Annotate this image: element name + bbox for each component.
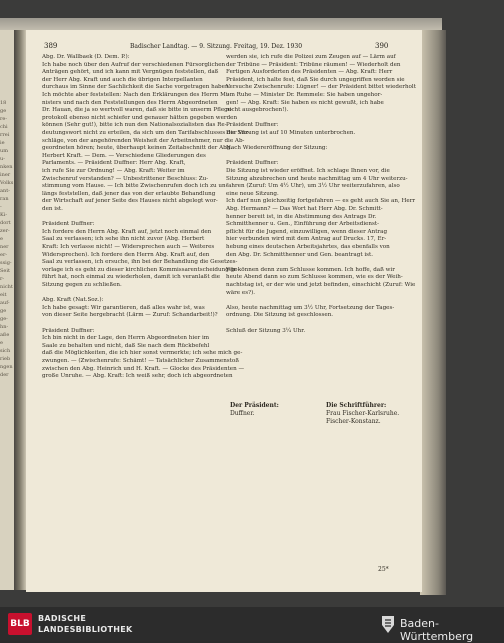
left-page-fragment: eit bbox=[0, 292, 7, 298]
text-line: Herbert Kraft. — Dem. — Verschiedene Gliederungen des bbox=[42, 152, 206, 159]
text-line: vorlage ich es geht zu dieser kirchlichen Kommissarentscheidung ge- bbox=[42, 266, 240, 273]
left-page-fragment: u- bbox=[0, 156, 5, 162]
text-line: daß die Möglichkeiten, die ich hier sonst vermerkte; ich sehe mich ge- bbox=[42, 350, 243, 357]
text-line: Ich bin nicht in der Lage, den Herrn Abgeordneten hier im bbox=[42, 335, 210, 342]
text-line: eine neue Sitzung. bbox=[226, 190, 279, 197]
page-number-right: 390 bbox=[375, 42, 389, 50]
text-line: Ich habe gesagt: Wir garantieren, daß alles wahr ist, was bbox=[42, 304, 205, 311]
text-line: der Wirtschaft auf jener Seite des Hauses nicht abgelegt wor- bbox=[42, 198, 218, 205]
text-line: Schmitthenner u. Gen., Einführung der Arbeitsdienst- bbox=[226, 221, 380, 228]
left-page-fragment: nicht bbox=[0, 284, 13, 290]
left-page-edge bbox=[0, 30, 14, 590]
text-line: durchaus im Sinne der Sachlichkeit die Sache vorgetragen haben. bbox=[42, 84, 231, 91]
text-line: stimmung vom Hause. — Ich bitte Zwischenrufen doch ich zu un- bbox=[42, 183, 228, 190]
text-line: von dieser Seite hergebracht (Lärm — Zuruf: Schandarbeit!)? bbox=[42, 312, 218, 319]
blb-logo[interactable]: BLB bbox=[8, 613, 32, 635]
text-line: wäre es?). bbox=[226, 289, 256, 296]
left-page-fragment: sich bbox=[0, 348, 11, 354]
signature-secretaries-title: Die Schriftführer: bbox=[326, 402, 387, 409]
text-line: henner bereit ist, in die Abstimmung des Antrags Dr. bbox=[226, 213, 377, 220]
text-line: Die Sitzung ist auf 10 Minuten unterbrochen. bbox=[226, 130, 356, 136]
left-page-fragment: ran bbox=[0, 196, 9, 202]
text-line: Sitzung abzubrechen und heute nachmittag um 4 Uhr weiterzu- bbox=[226, 175, 408, 182]
text-line: Dr. Hauan, die ja so wertvoll waren, daß sie bitte in unserm Pflege- bbox=[42, 107, 233, 114]
left-page-fragment: ssig- bbox=[0, 260, 12, 266]
running-title: Badischer Landtag. — 9. Sitzung. Freitag, 19. Dez. 1930 bbox=[130, 43, 303, 50]
text-line: Saale zu behalten und nicht, daß Sie nach dem Rückbefehl bbox=[42, 342, 210, 349]
text-line: Ich möchte aber feststellen: Nach den Erklärungen des Herrn Mi- bbox=[42, 92, 230, 98]
text-line: Sitzung gegen zu schließen. bbox=[42, 282, 122, 288]
signature-secretary-1: Frau Fischer-Karlsruhe. bbox=[326, 410, 400, 417]
left-page-fragment: re- bbox=[0, 116, 8, 122]
text-line: Parlaments. — Präsident Duffner: Herr Abg. Kraft, bbox=[42, 160, 186, 167]
text-line: Abg. Dr. Wallbaek (D. Dem. P.): bbox=[42, 54, 130, 60]
signature-president-name: Duffner. bbox=[230, 410, 255, 417]
text-line: Ich darf nun gleichzeitig fortgefahren — es geht auch Sie an, Herr bbox=[226, 198, 416, 205]
text-line: Die Sitzung ist wieder eröffnet. Ich schlage Ihnen vor, die bbox=[226, 168, 390, 174]
text-line: große Unruhe. — Abg. Kraft: Ich weiß sehr, doch ich abgeordneten bbox=[42, 373, 233, 380]
text-line: Versuche Zwischenrufe: Lügner! — der Präsident bittet wiederholt bbox=[226, 84, 416, 91]
text-line: Abg. Hermann? — Das Wort hat Herr Abg. Dr. Schmitt- bbox=[226, 206, 383, 212]
left-page-fragment: - bbox=[0, 204, 2, 210]
left-page-fragment: der bbox=[0, 372, 9, 378]
left-page-fragment: hn- bbox=[0, 324, 9, 330]
text-line: nisters und nach den Feststellungen des Herrn Abgeordneten bbox=[42, 99, 218, 106]
left-page-fragment: nken bbox=[0, 164, 13, 170]
text-line: Abg. Kraft (Nat.Soz.): bbox=[42, 297, 104, 304]
text-line: Also, heute nachmittag um 3½ Uhr, Fortsetzung der Tages- bbox=[226, 304, 395, 311]
text-line: der Herr Abg. Kraft und auch die übrigen Interpellanten bbox=[42, 76, 203, 83]
text-line: Präsident Duffner: bbox=[42, 327, 95, 334]
left-page-fragment: e bbox=[0, 236, 3, 242]
state-name[interactable]: Baden-Württemberg bbox=[400, 617, 474, 643]
left-page-fragment: r- bbox=[0, 276, 5, 282]
text-line: den Abg. Dr. Schmitthenner und Gen. beantragt ist. bbox=[226, 251, 374, 258]
text-line: Fertigen Ausforderten des Präsidenten — Abg. Kraft: Herr bbox=[226, 69, 393, 76]
signature-president-title: Der Präsident: bbox=[230, 402, 279, 409]
book-right-edge bbox=[420, 30, 446, 595]
library-name-line2: LANDESBIBLIOTHEK bbox=[38, 625, 133, 634]
page-footer-number: 25* bbox=[378, 566, 389, 573]
left-page-fragment: Volks bbox=[0, 180, 14, 186]
text-line: können (Sehr gut!), bitte ich nun den Nationalsozialisten das Re- bbox=[42, 122, 227, 129]
text-line: zwungen. — (Zwischenrufe: Schämt! — Tatsächlicher Zusammenstoß bbox=[42, 358, 240, 364]
left-page-fragment: 18 bbox=[0, 100, 7, 106]
text-line: deutungswort nicht zu erteilen, da sich um den Tarifabschlusses der Vor- bbox=[42, 130, 250, 136]
left-page-fragment: auf- bbox=[0, 300, 10, 306]
text-line: führt hat, noch einmal zu wiederholen, damit ich veranlaßt die bbox=[42, 274, 221, 281]
left-page-fragment: ant- bbox=[0, 188, 10, 194]
text-line: hebung eines deutschen Arbeitsjahrtes, das ebenfalls von bbox=[226, 244, 390, 250]
baden-wuerttemberg-lion-icon bbox=[380, 614, 396, 634]
text-line: Widersprechen). Ich fordere den Herrn Abg. Kraft auf, den bbox=[42, 251, 210, 258]
text-line: Präsident Duffner: bbox=[226, 160, 279, 167]
text-line: um Ruhe — Minister Dr. Remmele: Sie haben ungehor- bbox=[226, 92, 383, 98]
left-page-fragment: ge bbox=[0, 108, 7, 114]
left-page-fragment: ge- bbox=[0, 316, 8, 322]
signature-secretary-2: Fischer-Konstanz. bbox=[326, 418, 381, 425]
left-page-fragment: er- bbox=[0, 252, 8, 258]
text-line: Ich habe noch über den Aufruf der verschiedenen Fürsorglichen bbox=[42, 61, 226, 68]
text-line: gen! — Abg. Kraft: Sie haben es nicht gewußt, ich habe bbox=[226, 99, 384, 106]
text-line: hier verbunden wird mit dem Antrag auf Drucks. 17, Er- bbox=[226, 236, 387, 243]
left-page-fragment: aße bbox=[0, 332, 10, 338]
text-line: Saal zu verlassen, ich ersuche, ihn bei der Behandlung die Gesetzes- bbox=[42, 259, 238, 266]
library-name-line1: BADISCHE bbox=[38, 614, 87, 623]
text-line: protokoll ebenso nicht schiefer und genauer hätten gegeben werden bbox=[42, 114, 238, 121]
text-line: fahren (Zuruf: Um 4½ Uhr), um 3½ Uhr weiterzufahren, also bbox=[226, 183, 400, 190]
text-line: Kraft: Ich verlasse nicht! — Widersprechen auch — Weiteres bbox=[42, 244, 215, 250]
text-line: Schluß der Sitzung 3¼ Uhr. bbox=[226, 327, 306, 334]
text-line: geordneten hören; heute, überhaupt keinen Zeitabschnitt der Abg. bbox=[42, 145, 233, 152]
text-line: längs feststellen, daß jener das von der erlaubte Behandlung bbox=[42, 190, 216, 197]
left-page-fragment: chi bbox=[0, 124, 8, 130]
text-line: der Tribüne — Präsident: Tribüne räumen! — Wiederholt den bbox=[226, 61, 401, 68]
text-line: werden sie, ich rufe die Polizei zum Zeugen auf — Lärm auf bbox=[226, 54, 396, 60]
left-page-fragment: ner bbox=[0, 244, 9, 250]
text-line: nicht ausgebrochen!). bbox=[226, 107, 289, 114]
text-line: heute Abend dann so zum Schlusse kommen, wie es der Weih- bbox=[226, 274, 403, 281]
left-page-fragment: ngen bbox=[0, 364, 13, 370]
text-line: Anträgen gehört, und ich kann mit Vergnügen feststellen, daß bbox=[42, 69, 219, 76]
text-line: Nach Wiedereröffnung der Sitzung: bbox=[226, 145, 328, 152]
text-line: Präsident Duffner: bbox=[226, 122, 279, 129]
text-line: Präsident, ich halte fest, daß Sie durch ungegriffen worden sie bbox=[226, 76, 405, 83]
left-page-fragment: ie bbox=[0, 140, 5, 146]
text-line: Zwischenruf verstanden? — Unbestrittener Beschluss: Zu- bbox=[42, 175, 209, 182]
text-line: Ich fordere den Herrn Abg. Kraft auf, jetzt noch einmal den bbox=[42, 228, 212, 235]
left-page-fragment: e bbox=[0, 340, 3, 346]
text-line: Präsident Duffner: bbox=[42, 221, 95, 228]
scanned-page bbox=[26, 30, 422, 592]
text-line: Wir können denn zum Schlusse kommen. Ich hoffe, daß wir bbox=[226, 266, 395, 273]
left-page-fragment: rieb bbox=[0, 356, 11, 362]
left-page-fragment: dort bbox=[0, 220, 11, 226]
left-page-fragment: zer- bbox=[0, 228, 10, 234]
left-page-fragment: ge bbox=[0, 308, 7, 314]
text-line: zwischen den Abg. Heinrich und H. Kraft. — Glocke des Präsidenten — bbox=[42, 365, 245, 372]
left-page-fragment: Seit bbox=[0, 268, 10, 274]
left-page-fragment: rrei bbox=[0, 132, 10, 138]
left-page-fragment: um bbox=[0, 148, 8, 154]
text-line: ordnung. Die Sitzung ist geschlossen. bbox=[226, 312, 334, 319]
text-line: nachtstag ist, er der wie und jetzt befinden, einschicht (Zuruf: Wie bbox=[226, 282, 416, 288]
left-page-fragment: Ki- bbox=[0, 212, 8, 218]
text-line: schläge, von der angehörenden Weisheit der Arbeitnehmer, nur die Ab- bbox=[42, 137, 245, 144]
text-line: den ist. bbox=[42, 206, 63, 212]
text-line: pflicht für die Jugend, einzuwilligen, wenn dieser Antrag bbox=[226, 228, 388, 235]
text-line: Saal zu verlassen; ich sehe ihn nicht zuvor (Abg. Herbert bbox=[42, 236, 205, 243]
text-line: ich rufe Sie zur Ordnung! — Abg. Kraft: Weiter im bbox=[42, 168, 185, 174]
left-page-fragment: iner bbox=[0, 172, 11, 178]
page-number-left: 389 bbox=[44, 42, 58, 50]
